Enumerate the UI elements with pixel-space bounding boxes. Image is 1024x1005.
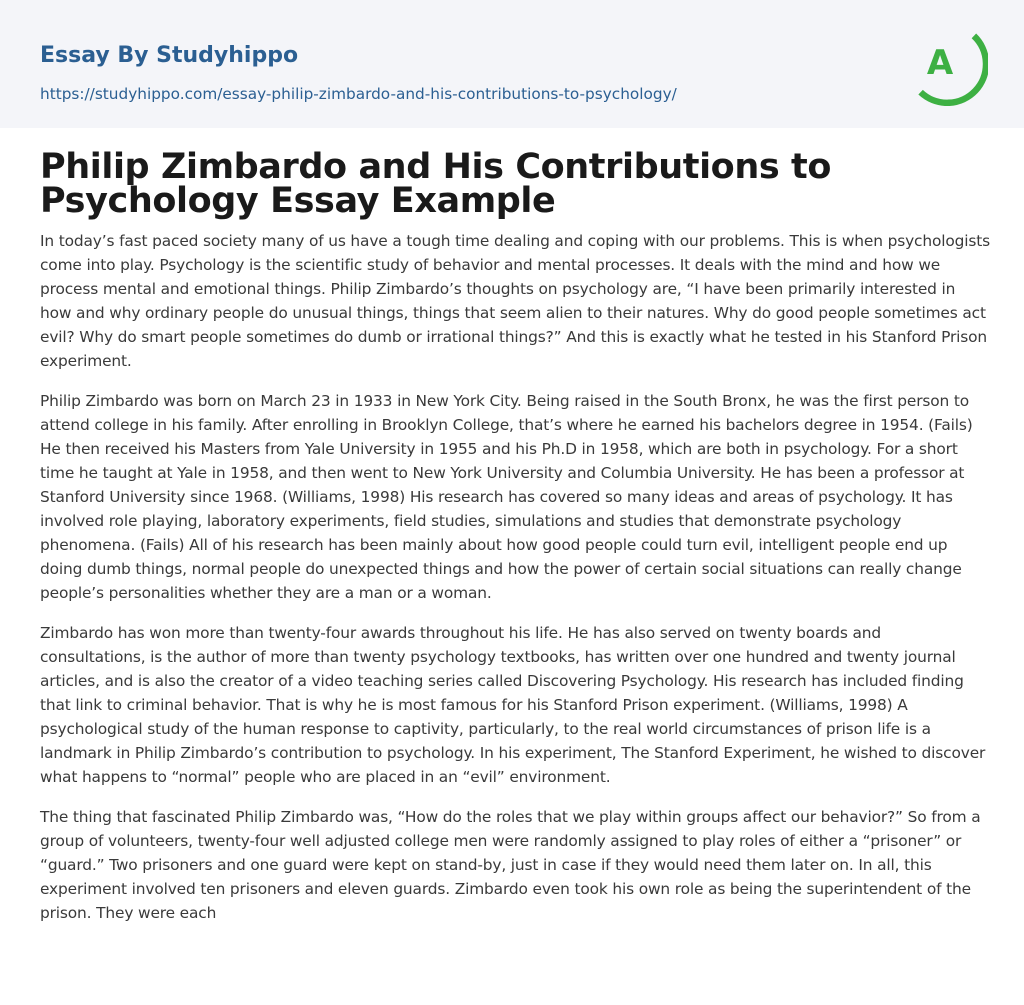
article-body (40, 229, 990, 941)
site-brand-link[interactable]: Essay By Studyhippo (40, 43, 299, 68)
article-paragraph: Zimbardo has won more than twenty-four awards throughout his life. He has also served on twenty boards and consultations, is the author of more than twenty psychology textbooks, has written over one hundred and twenty journal articles, and is also the creator of a video teaching series called Discovering Psychology. His research has included finding that link to criminal behavior. That is why he is most famous for his Stanford Prison experiment. (Williams, 1998) A psychological study of the human response to captivity, particularly, to the real world circumstances of prison life is a landmark in Philip Zimbardo’s contribution to psychology. In his experiment, The Stanford Experiment, he wished to discover what happens to “normal” people who are placed in an “evil” environment. (40, 624, 986, 786)
studyhippo-logo[interactable] (910, 18, 988, 106)
article-paragraph: The thing that fascinated Philip Zimbardo was, “How do the roles that we play within groups affect our behavior?” So from a group of volunteers, twenty-four well adjusted college men were randomly assigned to play roles of either a “prisoner” or “guard.” Two prisoners and one guard were kept on stand-by, just in case if they would need them later on. In all, this experiment involved ten prisoners and eleven guards. Zimbardo even took his own role as being the superintendent of the prison. They were each (40, 808, 981, 922)
page-url-link[interactable]: https://studyhippo.com/essay-philip-zimbardo-and-his-contributions-to-psychology/ (40, 85, 677, 103)
logo-letter: A (926, 43, 954, 83)
article-paragraph: In today’s fast paced society many of us have a tough time dealing and coping with our problems. This is when psychologists come into play. Psychology is the scientific study of behavior and mental processes. It deals with the mind and how we process mental and emotional things. Philip Zimbardo’s thoughts on psychology are, “I have been primarily interested in how and why ordinary people do unusual things, things that seem alien to their natures. Why do good people sometimes act evil? Why do smart people sometimes do dumb or irrational things?” And this is exactly what he tested in his Stanford Prison experiment. (40, 232, 990, 370)
logo-icon (910, 18, 988, 106)
article-title: Philip Zimbardo and His Contributions to Psychology Essay Example (40, 147, 832, 221)
article-paragraph: Philip Zimbardo was born on March 23 in 1933 in New York City. Being raised in the South Bronx, he was the first person to attend college in his family. After enrolling in Brooklyn College, that’s where he earned his bachelors degree in 1954. (Fails) He then received his Masters from Yale University in 1955 and his Ph.D in 1958, which are both in psychology. For a short time he taught at Yale in 1958, and then went to New York University and Columbia University. He has been a professor at Stanford University since 1968. (Williams, 1998) His research has covered so many ideas and areas of psychology. It has involved role playing, laboratory experiments, field studies, simulations and studies that demonstrate psychology phenomena. (Fails) All of his research has been mainly about how good people could turn evil, intelligent people end up doing dumb things, normal people do unexpected things and how the power of certain social situations can really change people’s personalities whether they are a man or a woman. (40, 392, 973, 602)
site-header (0, 0, 1024, 128)
